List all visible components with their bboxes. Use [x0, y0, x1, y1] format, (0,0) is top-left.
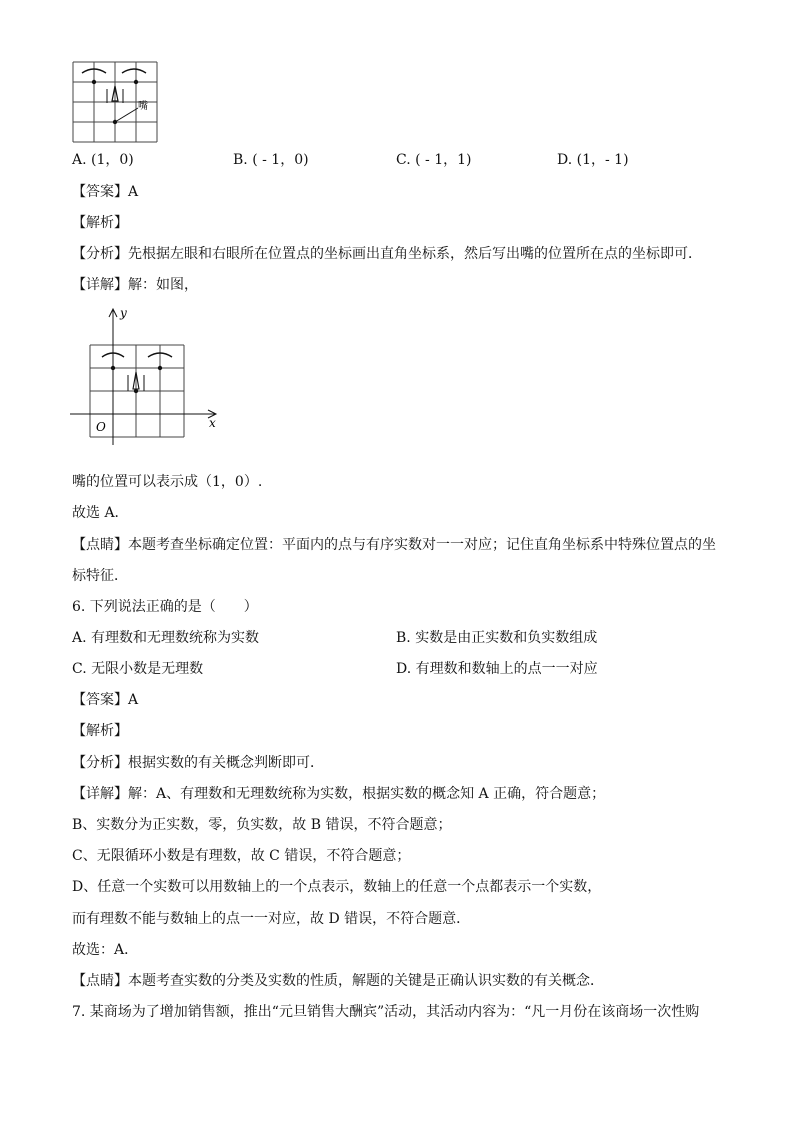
q5-analysis: 【分析】先根据左眼和右眼所在位置点的坐标画出直角坐标系，然后写出嘴的位置所在点的坐标即可． [72, 246, 702, 262]
q5-comment-line1: 【点睛】本题考查坐标确定位置：平面内的点与有序实数对一一对应；记住直角坐标系中特殊位置点的坐 [72, 537, 716, 553]
q6-analysis: 【分析】根据实数的有关概念判断即可． [72, 755, 324, 771]
q6-option-a: A. 有理数和无理数统称为实数 [72, 630, 260, 646]
origin-label: O [96, 420, 106, 434]
q7-stem: 7. 某商场为了增加销售额，推出“元旦销售大酬宾”活动，其活动内容为：“凡一月份在该商场一次性购 [72, 1004, 700, 1020]
q6-detail-d1: D、任意一个实数可以用数轴上的一个点表示，数轴上的任意一个点都表示一个实数， [72, 879, 602, 895]
q5-option-d: D. (1，- 1) [557, 152, 629, 168]
q5-choose: 故选 A． [72, 505, 129, 521]
q6-option-d: D. 有理数和数轴上的点一一对应 [396, 661, 598, 677]
q5-answer: 【答案】A [72, 184, 139, 200]
q6-detail: 【详解】解：A、有理数和无理数统称为实数，根据实数的概念知 A 正确，符合题意； [72, 786, 606, 802]
q5-option-b: B. ( - 1，0) [233, 152, 309, 168]
q6-option-b: B. 实数是由正实数和负实数组成 [396, 630, 598, 646]
mouth-label: 嘴 [138, 101, 148, 112]
q6-detail-c: C、无限循环小数是有理数，故 C 错误，不符合题意； [72, 848, 411, 864]
coordinate-system-figure [70, 305, 220, 445]
q6-analysis-header: 【解析】 [72, 723, 128, 739]
x-axis-label: x [209, 416, 216, 430]
q6-choose: 故选：A． [72, 942, 139, 958]
q5-detail: 【详解】解：如图， [72, 277, 198, 293]
q6-option-c: C. 无限小数是无理数 [72, 661, 204, 677]
q6-stem: 6. 下列说法正确的是（ ） [72, 599, 258, 615]
q5-analysis-header: 【解析】 [72, 215, 128, 231]
q5-result: 嘴的位置可以表示成（1，0）. [72, 474, 263, 490]
face-grid-figure [72, 61, 158, 143]
q5-comment-line2: 标特征． [72, 568, 128, 584]
q5-option-c: C. ( - 1，1) [396, 152, 472, 168]
q6-detail-d2: 而有理数不能与数轴上的点一一对应，故 D 错误，不符合题意． [72, 911, 471, 927]
q5-option-a: A. (1，0) [72, 152, 134, 168]
q6-comment: 【点睛】本题考查实数的分类及实数的性质，解题的关键是正确认识实数的有关概念． [72, 973, 604, 989]
y-axis-label: y [120, 306, 127, 320]
q6-detail-b: B、实数分为正实数，零，负实数，故 B 错误，不符合题意； [72, 817, 452, 833]
q6-answer: 【答案】A [72, 692, 139, 708]
